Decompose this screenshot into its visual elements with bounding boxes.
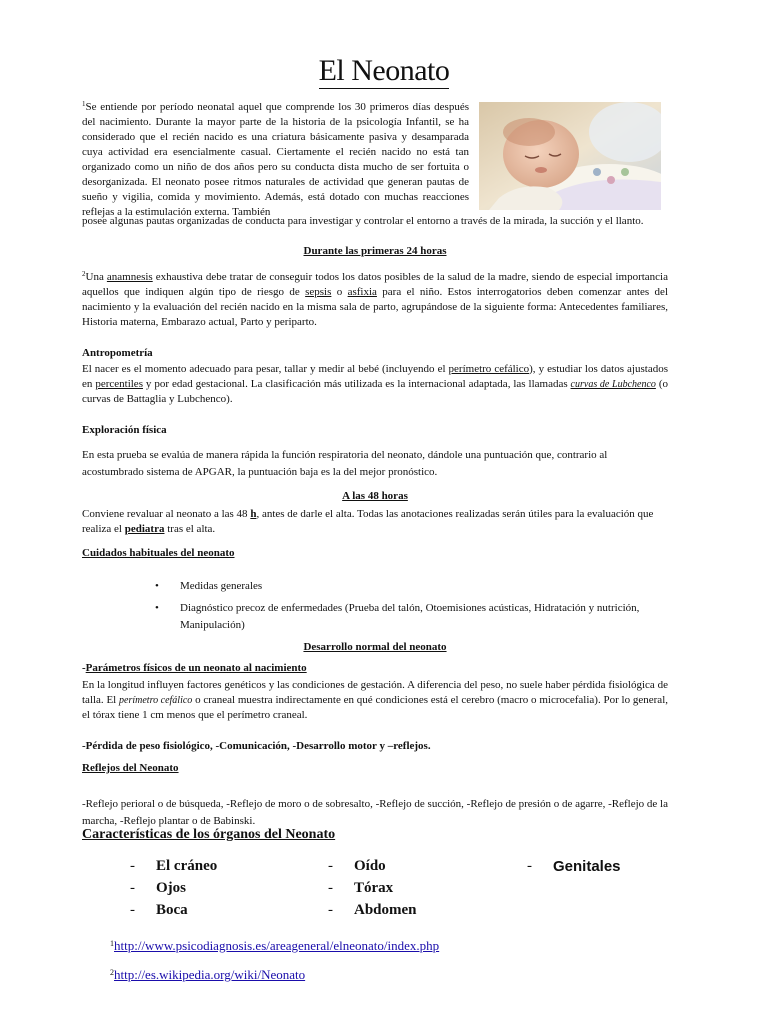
footnote-2: $^2$http://es.wikipedia.org/wiki/Neonato — [110, 967, 306, 982]
antropometria-paragraph: El nacer es el momento adecuado para pesar, tallar y medir al bebé (incluyendo el perímetro cefálico), y estudiar los datos ajustados en percentiles y por edad gestacional. La clasificación más utilizada es la internacional adaptada, las llamadas curvas de Lubchenco (o curvas de Battaglia y Lubchenco). — [82, 363, 668, 405]
exploracion-paragraph: En esta prueba se evalúa de manera rápida la función respiratoria del neonato, dándole una puntuación que, contrario al acostumbrado sistema de APGAR, la puntuación baja es la del mejor pronóstico. — [82, 449, 608, 478]
page-title: El Neonato — [318, 54, 450, 87]
reflejos-paragraph: -Reflejo perioral o de búsqueda, -Reflejo de moro o de sobresalto, -Reflejo de succión, -Reflejo de presión o de agarre, -Reflejo de la marcha, -Reflejo plantar o de Babinski. — [82, 798, 668, 827]
cuidados-heading: Cuidados habituales del neonato — [82, 547, 235, 559]
sepsis-link[interactable]: sepsis — [305, 286, 332, 298]
footnote-ref: 1 — [82, 100, 86, 108]
bullet-icon: • — [155, 580, 159, 592]
anamnesis-paragraph: $^2$Una anamnesis exhaustiva debe tratar de conseguir todos los datos posibles de la salud de la madre, siendo de especial importancia aquellos que indiquen algún tipo de riesgo de sepsis o asfixia para el niño. Estos interrogatorios deben comenzar antes del nacimiento y la evaluación del recién nacido en la misma sala de parto, agrupándose de la siguiente forma: Antecedentes familiares, Historia materna, Embarazo actual, Parto y periparto. — [82, 270, 669, 328]
list-item: • Diagnóstico precoz de enfermedades (Prueba del talón, Otoemisiones acústicas, Hidratación y nutrición, Manipulación) — [155, 602, 640, 631]
footnote-1: $^1$http://www.psicodiagnosis.es/areageneral/elneonato/index.php — [110, 938, 440, 953]
lubchenco-link[interactable]: curvas de Lubchenco — [570, 379, 656, 390]
intro-paragraph-tail: posee algunas pautas organizadas de conducta para investigar y controlar el entorno a través de la mirada, la succión y el llanto. — [82, 215, 644, 227]
list-item: - Abdomen — [328, 902, 417, 918]
section-heading-48h: A las 48 horas — [342, 490, 408, 502]
anamnesis-link[interactable]: anamnesis — [106, 271, 153, 283]
newborn-image — [479, 102, 661, 210]
parametros-heading: -Parámetros físicos de un neonato al nacimiento — [82, 662, 307, 674]
organos-column-2 — [328, 858, 528, 924]
perimetro-cefalico-link[interactable]: perímetro cefálico — [448, 363, 530, 375]
footnote-ref: 2 — [82, 270, 86, 278]
list-item: • Medidas generales — [155, 578, 675, 595]
organos-column-1 — [130, 858, 330, 924]
list-item: - Boca — [130, 902, 188, 918]
organos-column-3 — [527, 858, 687, 880]
intro-paragraph: $^1$Se entiende por período neonatal aquel que comprende los 30 primeros días después del nacimiento. Durante la mayor parte de la historia de la psicología Infantil, se ha considerado que el recién nacido es una criatura básicamente pasiva y desamparada cuya actividad era esencialmente casual. Ciertamente el recién nacido no está tan organizado como un niño de dos años pero su conducta dista mucho de ser fortuita o desorganizada. El neonato posee ritmos naturales de actividad que generan pautas de sueño y vigilia, comida y movimiento. Además, está dotado con muchas reacciones reflejas a la estimulación externa. También — [82, 100, 469, 218]
asfixia-link[interactable]: asfixia — [347, 286, 377, 298]
list-item: - Genitales — [527, 858, 621, 875]
footnote-link[interactable]: http://www.psicodiagnosis.es/areageneral/elneonato/index.php — [114, 938, 440, 953]
antropometria-heading: Antropometría — [82, 347, 153, 359]
newborn-photo — [479, 102, 661, 210]
section-heading-desarrollo: Desarrollo normal del neonato — [303, 641, 447, 653]
bullet-icon: • — [155, 602, 159, 614]
exploracion-heading: Exploración física — [82, 424, 167, 436]
pediatra-link[interactable]: pediatra — [124, 523, 165, 535]
hour-link[interactable]: h — [250, 508, 257, 520]
list-item: - Tórax — [328, 880, 394, 896]
parametros-paragraph: En la longitud influyen factores genéticos y las condiciones de gestación. A diferencia del peso, no suele haber pérdida fisiológica de talla. El perímetro cefálico o craneal muestra indirectamente en qué condiciones está el cerebro (macro o microcefalia). Por lo general, el tórax tiene 1 cm menos que el perímetro craneal. — [82, 679, 668, 721]
perdida-heading: -Pérdida de peso fisiológico, -Comunicación, -Desarrollo motor y –reflejos. — [82, 740, 431, 752]
h48-paragraph: Conviene revaluar al neonato a las 48 h, antes de darle el alta. Todas las anotaciones realizadas serán útiles para la evaluación que realiza el pediatra tras el alta. — [82, 508, 654, 535]
list-item: - Oído — [328, 858, 386, 874]
section-heading-24h: Durante las primeras 24 horas — [303, 245, 447, 257]
organos-heading: Características de los órganos del Neonato — [82, 827, 336, 842]
list-item: - El cráneo — [130, 858, 218, 874]
list-item: - Ojos — [130, 880, 186, 896]
percentiles-link[interactable]: percentiles — [95, 378, 143, 390]
reflejos-heading: Reflejos del Neonato — [82, 762, 179, 774]
footnote-link[interactable]: http://es.wikipedia.org/wiki/Neonato — [114, 967, 306, 982]
